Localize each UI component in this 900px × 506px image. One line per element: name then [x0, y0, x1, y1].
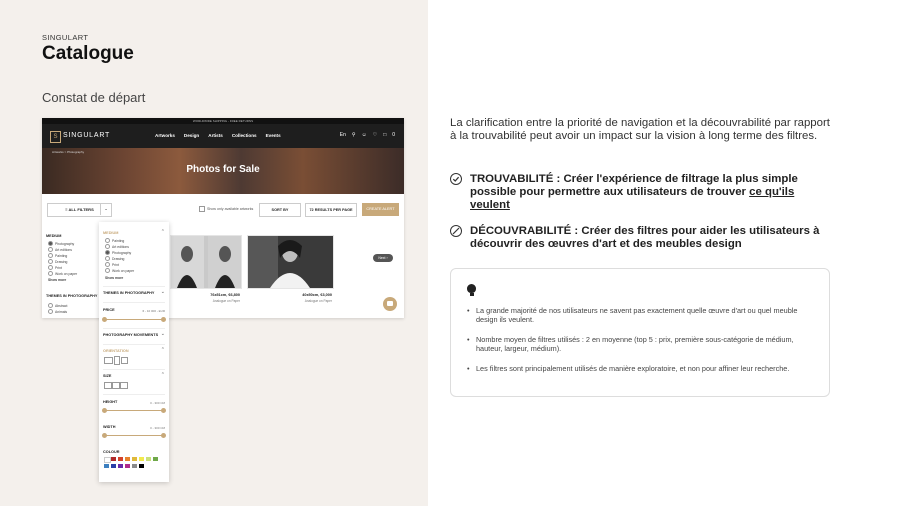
logo-mark: S — [50, 131, 61, 143]
search-icon[interactable]: ⚲ — [351, 132, 356, 138]
colour-swatch[interactable] — [132, 464, 137, 468]
panel-show-more[interactable]: Show more — [105, 276, 124, 280]
brand-label: SINGULART — [42, 33, 89, 42]
nav-events[interactable]: Events — [265, 133, 281, 138]
panel-movements-title[interactable]: PHOTOGRAPHY MOVEMENTS — [103, 333, 159, 337]
discoverability-text: DÉCOUVRABILITÉ : Créer des filtres pour aider les utilisateurs à découvrir des œuvres d'art et des meubles design — [470, 225, 820, 250]
insights-card — [450, 268, 830, 397]
height-range-value: 0 - 300 CM — [150, 401, 165, 405]
medium-option[interactable]: Painting — [48, 253, 67, 258]
insight-note: • Les filtres sont principalement utilisés de manière exploratoire, et non pour affiner leur recherche. — [476, 364, 806, 373]
panel-medium-title[interactable]: MEDIUM — [103, 231, 119, 235]
divider — [103, 328, 165, 329]
photo-art — [248, 236, 333, 288]
chat-icon[interactable] — [383, 297, 397, 311]
artwork-photo[interactable] — [170, 235, 242, 289]
bag-icon[interactable]: □ — [383, 132, 387, 138]
nav-icons — [340, 132, 395, 138]
divider — [103, 286, 165, 287]
expanded-filter-panel — [99, 222, 169, 482]
panel-medium-option[interactable]: Drawing — [105, 256, 124, 261]
panel-colour-title[interactable]: COLOUR — [103, 450, 120, 454]
insight-note: • La grande majorité de nos utilisateurs ne savent pas exactement quelle œuvre d'art ou quel meuble design ils veulent. — [476, 306, 806, 324]
chevron-down-icon[interactable]: ⌄ — [160, 289, 165, 295]
findability-text — [470, 173, 830, 212]
hero-banner — [42, 148, 404, 194]
price-range-value: € - 10 000 - EUR — [142, 309, 165, 313]
show-more-link[interactable]: Show more — [48, 278, 67, 282]
square-option[interactable] — [121, 357, 128, 364]
divider — [103, 344, 165, 345]
checkbox-box[interactable] — [199, 206, 205, 212]
slash-circle-icon — [450, 225, 462, 237]
divider — [103, 302, 165, 303]
product-medium: Analogue on Paper — [212, 299, 240, 303]
all-filters-label: ALL FILTERS — [68, 207, 94, 212]
chevron-up-icon[interactable]: ⌃ — [160, 372, 165, 378]
divider — [103, 369, 165, 370]
photo-art — [171, 236, 241, 288]
width-slider[interactable] — [104, 435, 164, 436]
page-title: Catalogue — [42, 43, 134, 64]
size-medium-option[interactable] — [112, 382, 120, 389]
sort-by-dropdown[interactable]: SORT BY — [259, 203, 301, 217]
user-icon[interactable]: ☺ — [361, 132, 367, 138]
filter-bar — [42, 200, 404, 220]
portrait-option[interactable] — [114, 356, 120, 365]
panel-medium-option[interactable]: Painting — [105, 238, 124, 243]
panel-height-title[interactable]: HEIGHT — [103, 400, 118, 404]
colour-swatch[interactable] — [111, 457, 116, 461]
divider — [103, 394, 165, 395]
artwork-photo[interactable] — [247, 235, 334, 289]
chevron-down-icon[interactable]: ⌄ — [160, 331, 165, 337]
language-selector[interactable]: En — [339, 132, 346, 138]
website-screenshot — [42, 118, 404, 318]
size-large-option[interactable] — [120, 382, 128, 389]
hero-title: Photos for Sale — [186, 164, 260, 175]
all-filters-button[interactable]: ≡ ALL FILTERS — [47, 203, 112, 217]
panel-medium-option[interactable]: Print — [105, 262, 119, 267]
product-medium: Analogue on Paper — [304, 299, 332, 303]
medium-option[interactable]: Drawing — [48, 259, 67, 264]
colour-swatch[interactable] — [146, 457, 151, 461]
colour-swatch[interactable] — [139, 457, 144, 461]
width-range-value: 0 - 300 CM — [150, 426, 165, 430]
nav-artists[interactable]: Artists — [208, 133, 223, 138]
chevron-up-icon[interactable]: ⌃ — [160, 229, 165, 235]
height-slider[interactable] — [104, 410, 164, 411]
themes-filter-title[interactable]: THEMES IN PHOTOGRAPHY — [46, 294, 98, 298]
colour-swatch[interactable] — [153, 457, 158, 461]
colour-swatch[interactable] — [118, 464, 123, 468]
nav-design[interactable]: Design — [183, 133, 200, 138]
lightbulb-icon — [467, 284, 476, 293]
landscape-option[interactable] — [104, 357, 113, 364]
colour-swatch[interactable] — [104, 457, 111, 463]
check-circle-icon — [450, 173, 462, 185]
colour-swatch[interactable] — [111, 464, 116, 468]
nav-links — [155, 133, 281, 138]
site-logo[interactable]: SINGULART — [63, 132, 111, 139]
colour-swatch[interactable] — [139, 464, 144, 468]
panel-themes-title[interactable]: THEMES IN PHOTOGRAPHY — [103, 291, 155, 295]
panel-medium-option[interactable]: Art editions — [105, 244, 129, 249]
nav-collections[interactable]: Collections — [231, 133, 257, 138]
insight-note: • Nombre moyen de filtres utilisés : 2 en moyenne (top 5 : prix, première sous-catégorie de médium, hauteur, largeur, médium). — [476, 335, 806, 353]
shipping-banner: WORLDWIDE SHIPPING - FREE RETURNS — [42, 118, 404, 124]
per-page-dropdown[interactable]: 72 RESULTS PER PAGE — [305, 203, 357, 217]
site-navbar — [42, 124, 404, 148]
nav-artworks[interactable]: Artworks — [155, 133, 175, 138]
available-checkbox[interactable] — [199, 206, 253, 212]
panel-medium-option[interactable]: Photography — [105, 250, 131, 255]
medium-filter-title[interactable]: MEDIUM — [46, 234, 62, 238]
breadcrumb[interactable]: Artworks > Photography — [52, 150, 85, 154]
theme-option[interactable]: Animals — [48, 309, 67, 314]
panel-size-title[interactable]: SIZE — [103, 374, 112, 378]
findability-label: TROUVABILITÉ : Créer l'expérience de filtrage la plus simple possible pour permettre aux utilisateurs de trouver — [470, 173, 798, 198]
medium-option[interactable]: Work on paper — [48, 271, 77, 276]
colour-swatch[interactable] — [104, 464, 109, 468]
size-small-option[interactable] — [104, 382, 112, 389]
panel-price-title[interactable]: PRICE — [103, 308, 115, 312]
create-alert-button[interactable]: CREATE ALERT — [362, 203, 399, 216]
panel-width-title[interactable]: WIDTH — [103, 425, 116, 429]
price-slider[interactable] — [104, 319, 164, 320]
product-caption: 76x51cm, €6,800 — [210, 293, 240, 297]
panel-orientation-title[interactable]: ORIENTATION — [103, 349, 129, 353]
chevron-up-icon[interactable]: ⌃ — [160, 347, 165, 353]
medium-option[interactable]: Print — [48, 265, 62, 270]
medium-option[interactable]: Art editions — [48, 247, 72, 252]
bag-count: 0 — [392, 132, 395, 138]
intro-paragraph: La clarification entre la priorité de navigation et la découvrabilité par rapport à la trouvabilité peut avoir un impact sur la vision à long terme des filtres. — [450, 117, 830, 142]
panel-medium-option[interactable]: Work on paper — [105, 268, 134, 273]
colour-swatch[interactable] — [125, 464, 130, 468]
product-caption: 40x50cm, €3,000 — [302, 293, 332, 297]
section-title: Constat de départ — [42, 90, 146, 105]
findability-link: ce qu'ils veulent — [470, 186, 795, 211]
next-button[interactable]: Next › — [373, 254, 393, 262]
medium-option[interactable]: Photography — [48, 241, 74, 246]
chevron-down-icon[interactable]: ⌄ — [100, 203, 111, 215]
colour-swatch[interactable] — [125, 457, 130, 461]
colour-swatch[interactable] — [132, 457, 137, 461]
available-label: Show only available artworks — [207, 207, 254, 211]
colour-swatch[interactable] — [118, 457, 123, 461]
theme-option[interactable]: Abstract — [48, 303, 67, 308]
heart-icon[interactable]: ♡ — [372, 132, 378, 138]
